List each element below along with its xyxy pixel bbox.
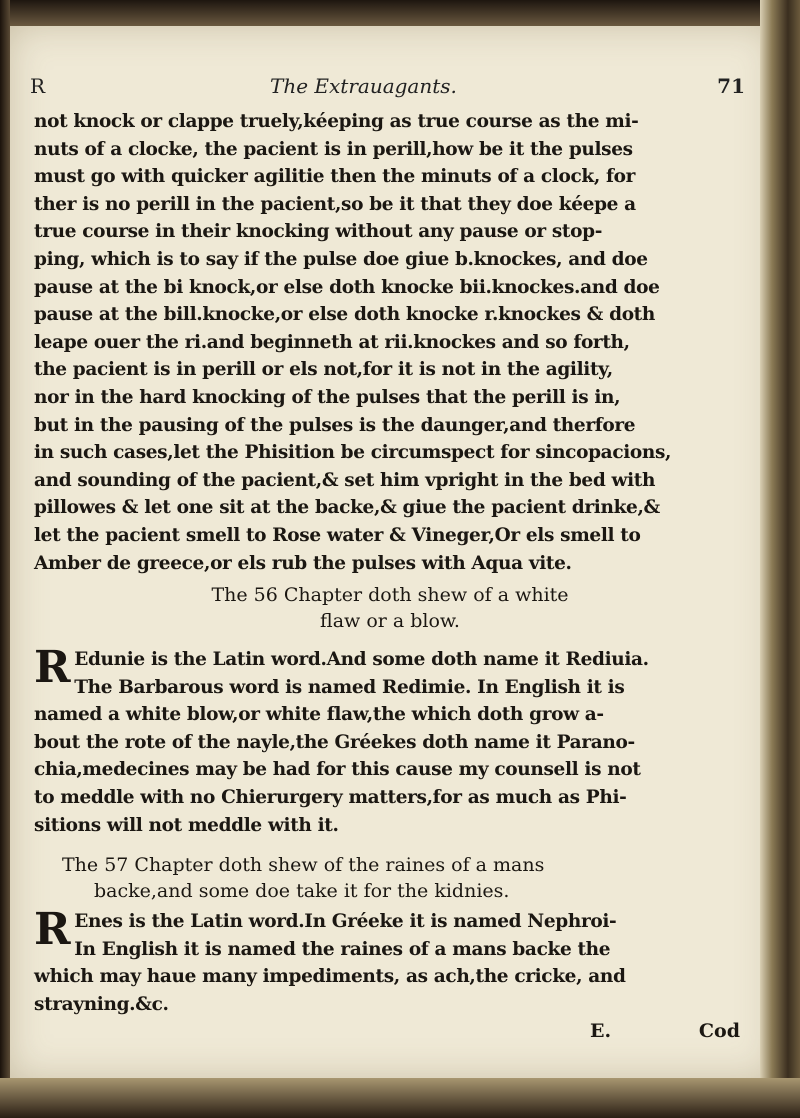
heading-line: backe,and some doe take it for the kidnies.: [94, 880, 510, 902]
text-line: but in the pausing of the pulses is the daunger,and therfore: [34, 414, 636, 436]
text-line: bout the rote of the nayle,the Gréekes doth name it Parano-: [34, 731, 635, 753]
text-line: in such cases,let the Phisition be circumspect for sincopacions,: [34, 442, 672, 464]
text-line: ther is no perill in the pacient,so be it that they doe kéepe a: [34, 193, 636, 215]
heading-line: flaw or a blow.: [320, 610, 460, 632]
text-line: pause at the bill.knocke,or else doth knocke r.knockes & doth: [34, 304, 655, 326]
signature-mark: R: [30, 74, 46, 98]
catchword: Cod: [698, 1020, 740, 1042]
paragraph-pulses: [34, 108, 746, 577]
chapter-57-body: [34, 904, 746, 1018]
text-line: must go with quicker agilitie then the minuts of a clock, for: [34, 166, 636, 188]
running-header: [30, 74, 745, 104]
text-line: strayning.&c.: [34, 993, 169, 1015]
heading-line: The 56 Chapter doth shew of a white: [211, 584, 569, 606]
text-line: Amber de greece,or els rub the pulses with Aqua vite.: [34, 552, 572, 574]
text-line: pillowes & let one sit at the backe,& giue the pacient drinke,&: [34, 497, 660, 519]
page-right-edge: [760, 0, 800, 1118]
page-number: 71: [717, 74, 745, 98]
page-footer: [590, 1020, 740, 1050]
text-line: sitions will not meddle with it.: [34, 814, 339, 836]
chapter-56-body: [34, 642, 746, 839]
drop-cap: R: [34, 642, 71, 693]
text-line: which may haue many impediments, as ach,the cricke, and: [34, 966, 626, 988]
text-line: Edunie is the Latin word.And some doth name it Rediuia.: [74, 649, 649, 670]
page-left-edge: [0, 0, 10, 1118]
text-line: nor in the hard knocking of the pulses that the perill is in,: [34, 386, 621, 408]
chapter-57-heading: [34, 852, 774, 904]
text-line: and sounding of the pacient,& set him vpright in the bed with: [34, 469, 656, 491]
text-line: pause at the bi knock,or else doth knocke bii.knockes.and doe: [34, 276, 660, 298]
text-line: leape ouer the ri.and beginneth at rii.knockes and so forth,: [34, 331, 630, 353]
chapter-56-heading: [34, 582, 746, 634]
text-line: true course in their knocking without any pause or stop-: [34, 221, 603, 243]
footer-signature: E.: [590, 1020, 612, 1042]
text-line: to meddle with no Chierurgery matters,for as much as Phi-: [34, 786, 627, 808]
text-line: the pacient is in perill or els not,for it is not in the agility,: [34, 359, 613, 381]
text-line: let the pacient smell to Rose water & Vineger,Or els smell to: [34, 524, 641, 546]
heading-line: The 57 Chapter doth shew of the raines of a mans: [62, 854, 545, 876]
text-line: Enes is the Latin word.In Gréeke it is named Nephroi-: [74, 911, 617, 932]
drop-cap: R: [34, 904, 71, 955]
page-bottom-edge: [0, 1078, 800, 1118]
text-line: nuts of a clocke, the pacient is in perill,how be it the pulses: [34, 138, 633, 160]
text-line: The Barbarous word is named Redimie. In English it is: [74, 676, 625, 698]
text-line: In English it is named the raines of a mans backe the: [74, 938, 611, 960]
page-top-edge: [0, 0, 800, 26]
text-line: named a white blow,or white flaw,the which doth grow a-: [34, 704, 604, 726]
running-title: The Extrauagants.: [270, 74, 457, 98]
text-line: chia,medecines may be had for this cause my counsell is not: [34, 759, 641, 781]
text-line: not knock or clappe truely,kéeping as true course as the mi-: [34, 111, 639, 132]
text-line: ping, which is to say if the pulse doe giue b.knockes, and doe: [34, 248, 648, 270]
